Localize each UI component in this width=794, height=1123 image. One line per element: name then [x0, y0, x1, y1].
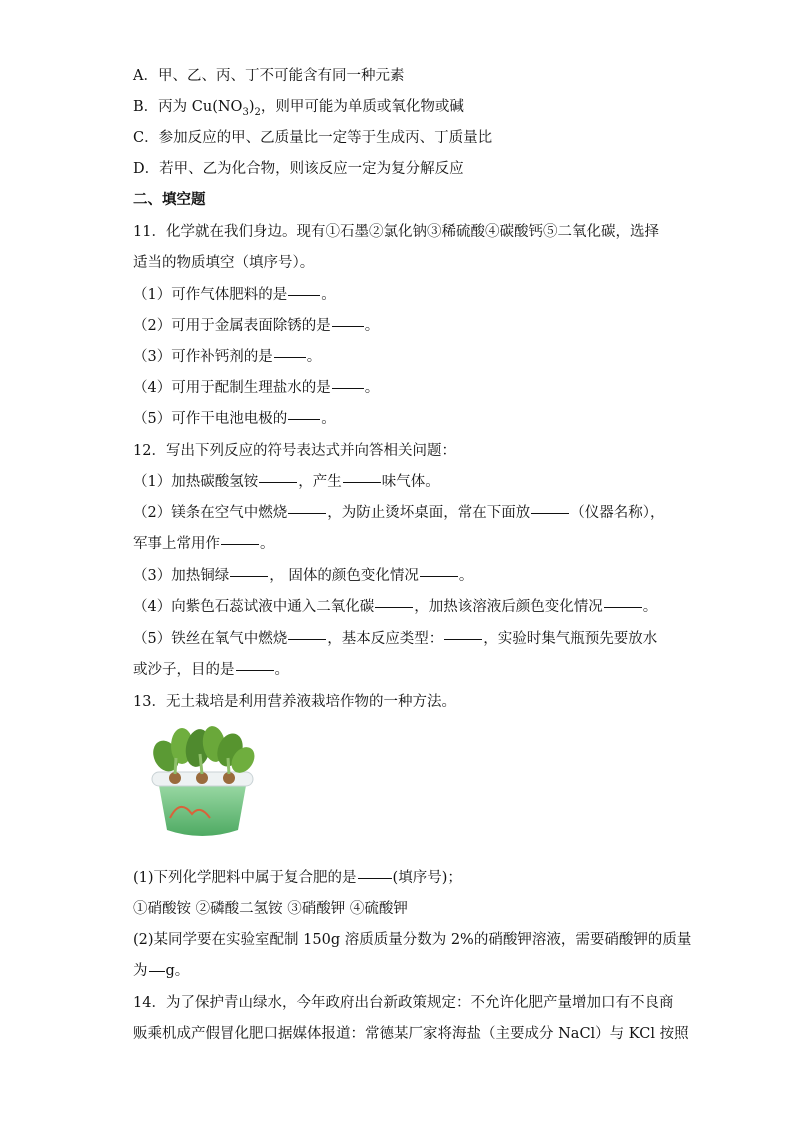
q12-text: 。 [274, 662, 289, 678]
subscript: 3 [242, 106, 249, 118]
q12-text: （3）加热铜绿 [133, 568, 230, 584]
q12-text: 。 [642, 599, 658, 615]
q12-text: （4）向紫色石蕊试液中通入二氧化碳 [133, 599, 375, 615]
q12-text: 味气体。 [381, 474, 440, 490]
q11-item-text: （5）可作干电池电极的 [133, 411, 288, 427]
q12-text: ，为防止烫坏桌面，常在下面放 [327, 505, 531, 521]
answer-blank[interactable] [288, 513, 326, 514]
q12-text: 军事上常用作 [133, 536, 220, 552]
q11-item [133, 285, 693, 305]
punct: 。 [364, 380, 380, 396]
q12-text: （5）铁丝在氧气中燃烧 [133, 631, 288, 647]
option-c: C．参加反应的甲、乙质量比一定等于生成丙、丁质量比 [133, 130, 493, 146]
q12-text: （2）镁条在空气中燃烧 [133, 505, 288, 521]
answer-blank[interactable] [343, 482, 381, 483]
q11-item-text: （1）可作气体肥料的是 [133, 287, 288, 303]
hydroponics-plant-icon [140, 718, 265, 843]
answer-blank[interactable] [332, 326, 364, 327]
q13-text: (填序号)； [392, 870, 462, 886]
q11-item [133, 347, 693, 367]
q13-stem: 13．无土栽培是利用营养液栽培作物的一种方法。 [133, 694, 456, 710]
answer-blank[interactable] [288, 639, 326, 640]
q13-choices: ①硝酸铵 ②磷酸二氢铵 ③硝酸钾 ④硫酸钾 [133, 901, 408, 917]
option-b [133, 97, 693, 123]
q11-item-text: （2）可用于金属表面除锈的是 [133, 318, 331, 334]
q12-item [133, 503, 693, 523]
q12-text: ，实验时集气瓶预先要放水 [483, 631, 658, 647]
answer-blank[interactable] [221, 544, 259, 545]
q13-part2: (2)某同学要在实验室配制 150g 溶质质量分数为 2%的硝酸钾溶液，需要硝酸钾的质量 [133, 932, 692, 948]
q11-item-text: （3）可作补钙剂的是 [133, 349, 273, 365]
q12-text: ，加热该溶液后颜色变化情况 [414, 599, 603, 615]
answer-blank[interactable] [358, 878, 392, 879]
punct: 。 [364, 318, 380, 334]
answer-blank[interactable] [444, 639, 482, 640]
q13-part1 [133, 868, 693, 888]
option-a: A．甲、乙、丙、丁不可能含有同一种元素 [133, 68, 405, 84]
answer-blank[interactable] [149, 971, 165, 972]
q12-text: ，基本反应类型： [327, 631, 444, 647]
option-b-text: ，则甲可能为单质或氧化物或碱 [260, 99, 464, 115]
answer-blank[interactable] [288, 419, 320, 420]
section-title: 二、填空题 [133, 191, 206, 208]
q12-item [133, 660, 693, 680]
subscript: 2 [254, 106, 261, 118]
q14-line: 14．为了保护青山绿水，今年政府出台新政策规定：不允许化肥产量增加口有不良商 [133, 995, 674, 1011]
q14-line: 贩乘机成产假冒化肥口据媒体报道：常德某厂家将海盐（主要成分 NaCl）与 KCl 按照 [133, 1026, 689, 1042]
hydroponics-figure [140, 718, 265, 843]
answer-blank[interactable] [604, 607, 642, 608]
answer-blank[interactable] [332, 388, 364, 389]
q11-item-text: （4）可用于配制生理盐水的是 [133, 380, 331, 396]
q12-item [133, 597, 693, 617]
q11-item [133, 316, 693, 336]
q12-item [133, 472, 693, 492]
q11-item [133, 378, 693, 398]
punct: 。 [321, 411, 336, 427]
answer-blank[interactable] [236, 670, 274, 671]
answer-blank[interactable] [531, 513, 569, 514]
q12-stem: 12．写出下列反应的符号表达式并向答相关问题： [133, 443, 456, 459]
option-b-text: B．丙为 Cu(NO [133, 99, 243, 115]
option-b-text: ) [248, 99, 255, 115]
answer-blank[interactable] [274, 357, 306, 358]
q13-part2 [133, 961, 693, 981]
q12-text: 或沙子，目的是 [133, 662, 235, 678]
q12-text: 。 [458, 568, 474, 584]
q11-stem: 11．化学就在我们身边。现有①石墨②氯化钠③稀硫酸④碳酸钙⑤二氧化碳，选择 [133, 224, 659, 240]
q13-text: 为 [133, 963, 148, 979]
q12-text: （1）加热碳酸氢铵 [133, 474, 259, 490]
q11-item [133, 409, 693, 429]
q12-text: ， 固体的颜色变化情况 [269, 568, 419, 584]
q12-text: （仪器名称）， [570, 505, 665, 521]
q12-item [133, 629, 693, 649]
q11-stem: 适当的物质填空（填序号）。 [133, 255, 315, 271]
answer-blank[interactable] [259, 482, 297, 483]
option-d: D．若甲、乙为化合物，则该反应一定为复分解反应 [133, 161, 464, 177]
answer-blank[interactable] [288, 295, 320, 296]
q13-text: (1)下列化学肥料中属于复合肥的是 [133, 870, 357, 886]
punct: 。 [306, 349, 322, 365]
q12-text: 。 [260, 536, 275, 552]
q13-text: g。 [165, 963, 190, 979]
q12-item [133, 534, 693, 554]
answer-blank[interactable] [375, 607, 413, 608]
q12-item [133, 566, 693, 586]
answer-blank[interactable] [230, 576, 268, 577]
punct: 。 [321, 287, 336, 303]
q12-text: ，产生 [298, 474, 342, 490]
answer-blank[interactable] [420, 576, 458, 577]
